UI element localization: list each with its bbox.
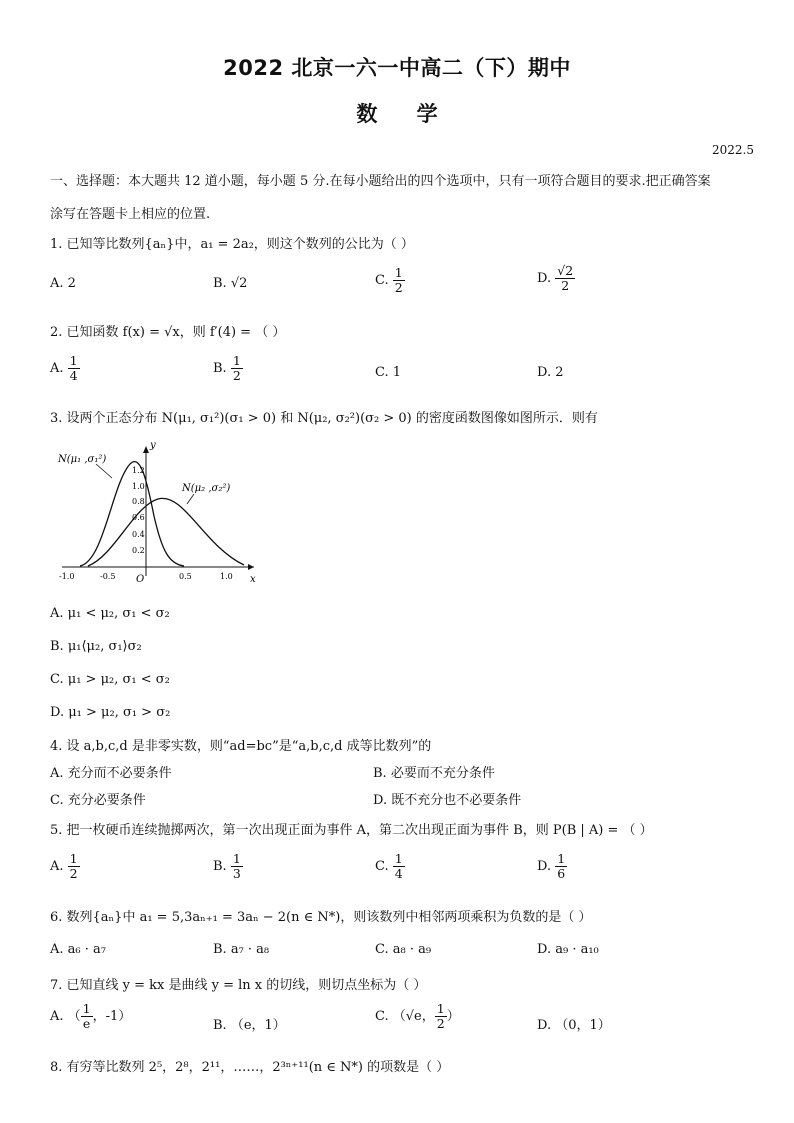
- q4-option-b: B. 必要而不充分条件: [373, 766, 495, 781]
- q7-option-b: B. （e，1）: [213, 1018, 286, 1033]
- x-tick-4: 1.0: [220, 572, 233, 581]
- q2-option-b: B. $\frac{1}{2}$: [213, 353, 241, 383]
- q8-stem: 8. 有穷等比数列 2⁵，2⁸，2¹¹，……，2³ⁿ⁺¹¹(n ∈ N*) 的项数是（ ）: [50, 1060, 450, 1075]
- q6-option-b: B. a₇ · a₈: [213, 942, 270, 957]
- y-tick-4: 0.6: [132, 513, 145, 522]
- q4-option-d: D. 既不充分也不必要条件: [373, 793, 522, 808]
- q3-option-d: D. μ₁ > μ₂, σ₁ > σ₂: [50, 705, 171, 720]
- density-curves-svg: [54, 436, 264, 586]
- section-instructions-line2: 涂写在答题卡上相应的位置.: [50, 207, 211, 222]
- q1-option-d: D. $\frac{√2}{2}$: [537, 263, 574, 293]
- x-tick-3: 0.5: [179, 572, 192, 581]
- q1-stem: 1. 已知等比数列{aₙ}中，a₁ = 2a₂，则这个数列的公比为（ ）: [50, 237, 414, 252]
- curve-n1-label: N(μ₁ ,σ₁²): [58, 454, 107, 465]
- y-tick-2: 1.0: [132, 482, 145, 491]
- x-tick-1: -1.0: [59, 572, 75, 581]
- origin-label: O: [136, 574, 145, 585]
- q5-option-b: B. $\frac{1}{3}$: [213, 851, 241, 881]
- y-tick-1: 1.2: [132, 466, 145, 475]
- q6-option-a: A. a₆ · a₇: [50, 942, 106, 957]
- q4-option-c: C. 充分必要条件: [50, 793, 146, 808]
- q3-option-c: C. μ₁ > μ₂, σ₁ < σ₂: [50, 672, 170, 687]
- q2-option-d: D. 2: [537, 365, 564, 380]
- q1-option-b: B. √2: [213, 276, 248, 291]
- q3-option-b: B. μ₁⟨μ₂, σ₁⟩σ₂: [50, 639, 142, 654]
- curve-n1-leader: [96, 464, 112, 478]
- x-axis-label: x: [250, 574, 256, 585]
- x-tick-2: -0.5: [100, 572, 116, 581]
- q6-option-c: C. a₈ · a₉: [375, 942, 432, 957]
- y-tick-3: 0.8: [132, 497, 145, 506]
- q3-stem: 3. 设两个正态分布 N(μ₁, σ₁²)(σ₁ > 0) 和 N(μ₂, σ₂²)(σ₂ > 0) 的密度函数图像如图所示．则有: [50, 411, 598, 426]
- q1-option-c: C. $\frac{1}{2}$: [375, 265, 403, 295]
- q5-stem: 5. 把一枚硬币连续抛掷两次，第一次出现正面为事件 A，第二次出现正面为事件 B，则 P(B | A) = （ ）: [50, 823, 653, 838]
- y-tick-5: 0.4: [132, 530, 145, 539]
- subject-title: 数 学: [356, 102, 438, 126]
- section-instructions-line1: 一、选择题：本大题共 12 道小题，每小题 5 分.在每小题给出的四个选项中，只有一项符合题目的要求.把正确答案: [50, 174, 711, 189]
- y-axis-arrow: [143, 446, 149, 453]
- y-tick-6: 0.2: [132, 546, 145, 555]
- q7-option-a: A. （ $\frac{1}{e}$ ，-1）: [50, 1001, 132, 1031]
- normal-distribution-graph: [54, 436, 264, 586]
- curve-n2-leader: [187, 494, 194, 504]
- q5-option-a: A. $\frac{1}{2}$: [50, 851, 78, 881]
- q4-stem: 4. 设 a,b,c,d 是非零实数，则“ad=bc”是“a,b,c,d 成等比数列”的: [50, 739, 432, 754]
- q7-stem: 7. 已知直线 y = kx 是曲线 y = ln x 的切线，则切点坐标为（ ）: [50, 978, 427, 993]
- q2-stem: 2. 已知函数 f(x) = √x，则 f′(4) = （ ）: [50, 325, 286, 340]
- x-axis-arrow: [248, 564, 254, 570]
- q7-option-c: C. （√e， $\frac{1}{2}$ ）: [375, 1001, 460, 1031]
- y-axis-label: y: [150, 440, 156, 451]
- q1-option-a: A. 2: [50, 276, 76, 291]
- q4-option-a: A. 充分而不必要条件: [50, 766, 172, 781]
- exam-date: 2022.5: [712, 143, 754, 157]
- q5-option-d: D. $\frac{1}{6}$: [537, 851, 566, 881]
- q5-option-c: C. $\frac{1}{4}$: [375, 851, 403, 881]
- q7-option-d: D. （0，1）: [537, 1018, 611, 1033]
- curve-n2-label: N(μ₂ ,σ₂²): [182, 483, 231, 494]
- q2-option-a: A. $\frac{1}{4}$: [50, 353, 78, 383]
- q2-option-c: C. 1: [375, 365, 402, 380]
- q6-option-d: D. a₉ · a₁₀: [537, 942, 599, 957]
- q3-option-a: A. μ₁ < μ₂, σ₁ < σ₂: [50, 606, 170, 621]
- q6-stem: 6. 数列{aₙ}中 a₁ = 5,3aₙ₊₁ = 3aₙ − 2(n ∈ N*)，则该数列中相邻两项乘积为负数的是（ ）: [50, 910, 592, 925]
- page-title: 2022 北京一六一中高二（下）期中: [223, 56, 571, 80]
